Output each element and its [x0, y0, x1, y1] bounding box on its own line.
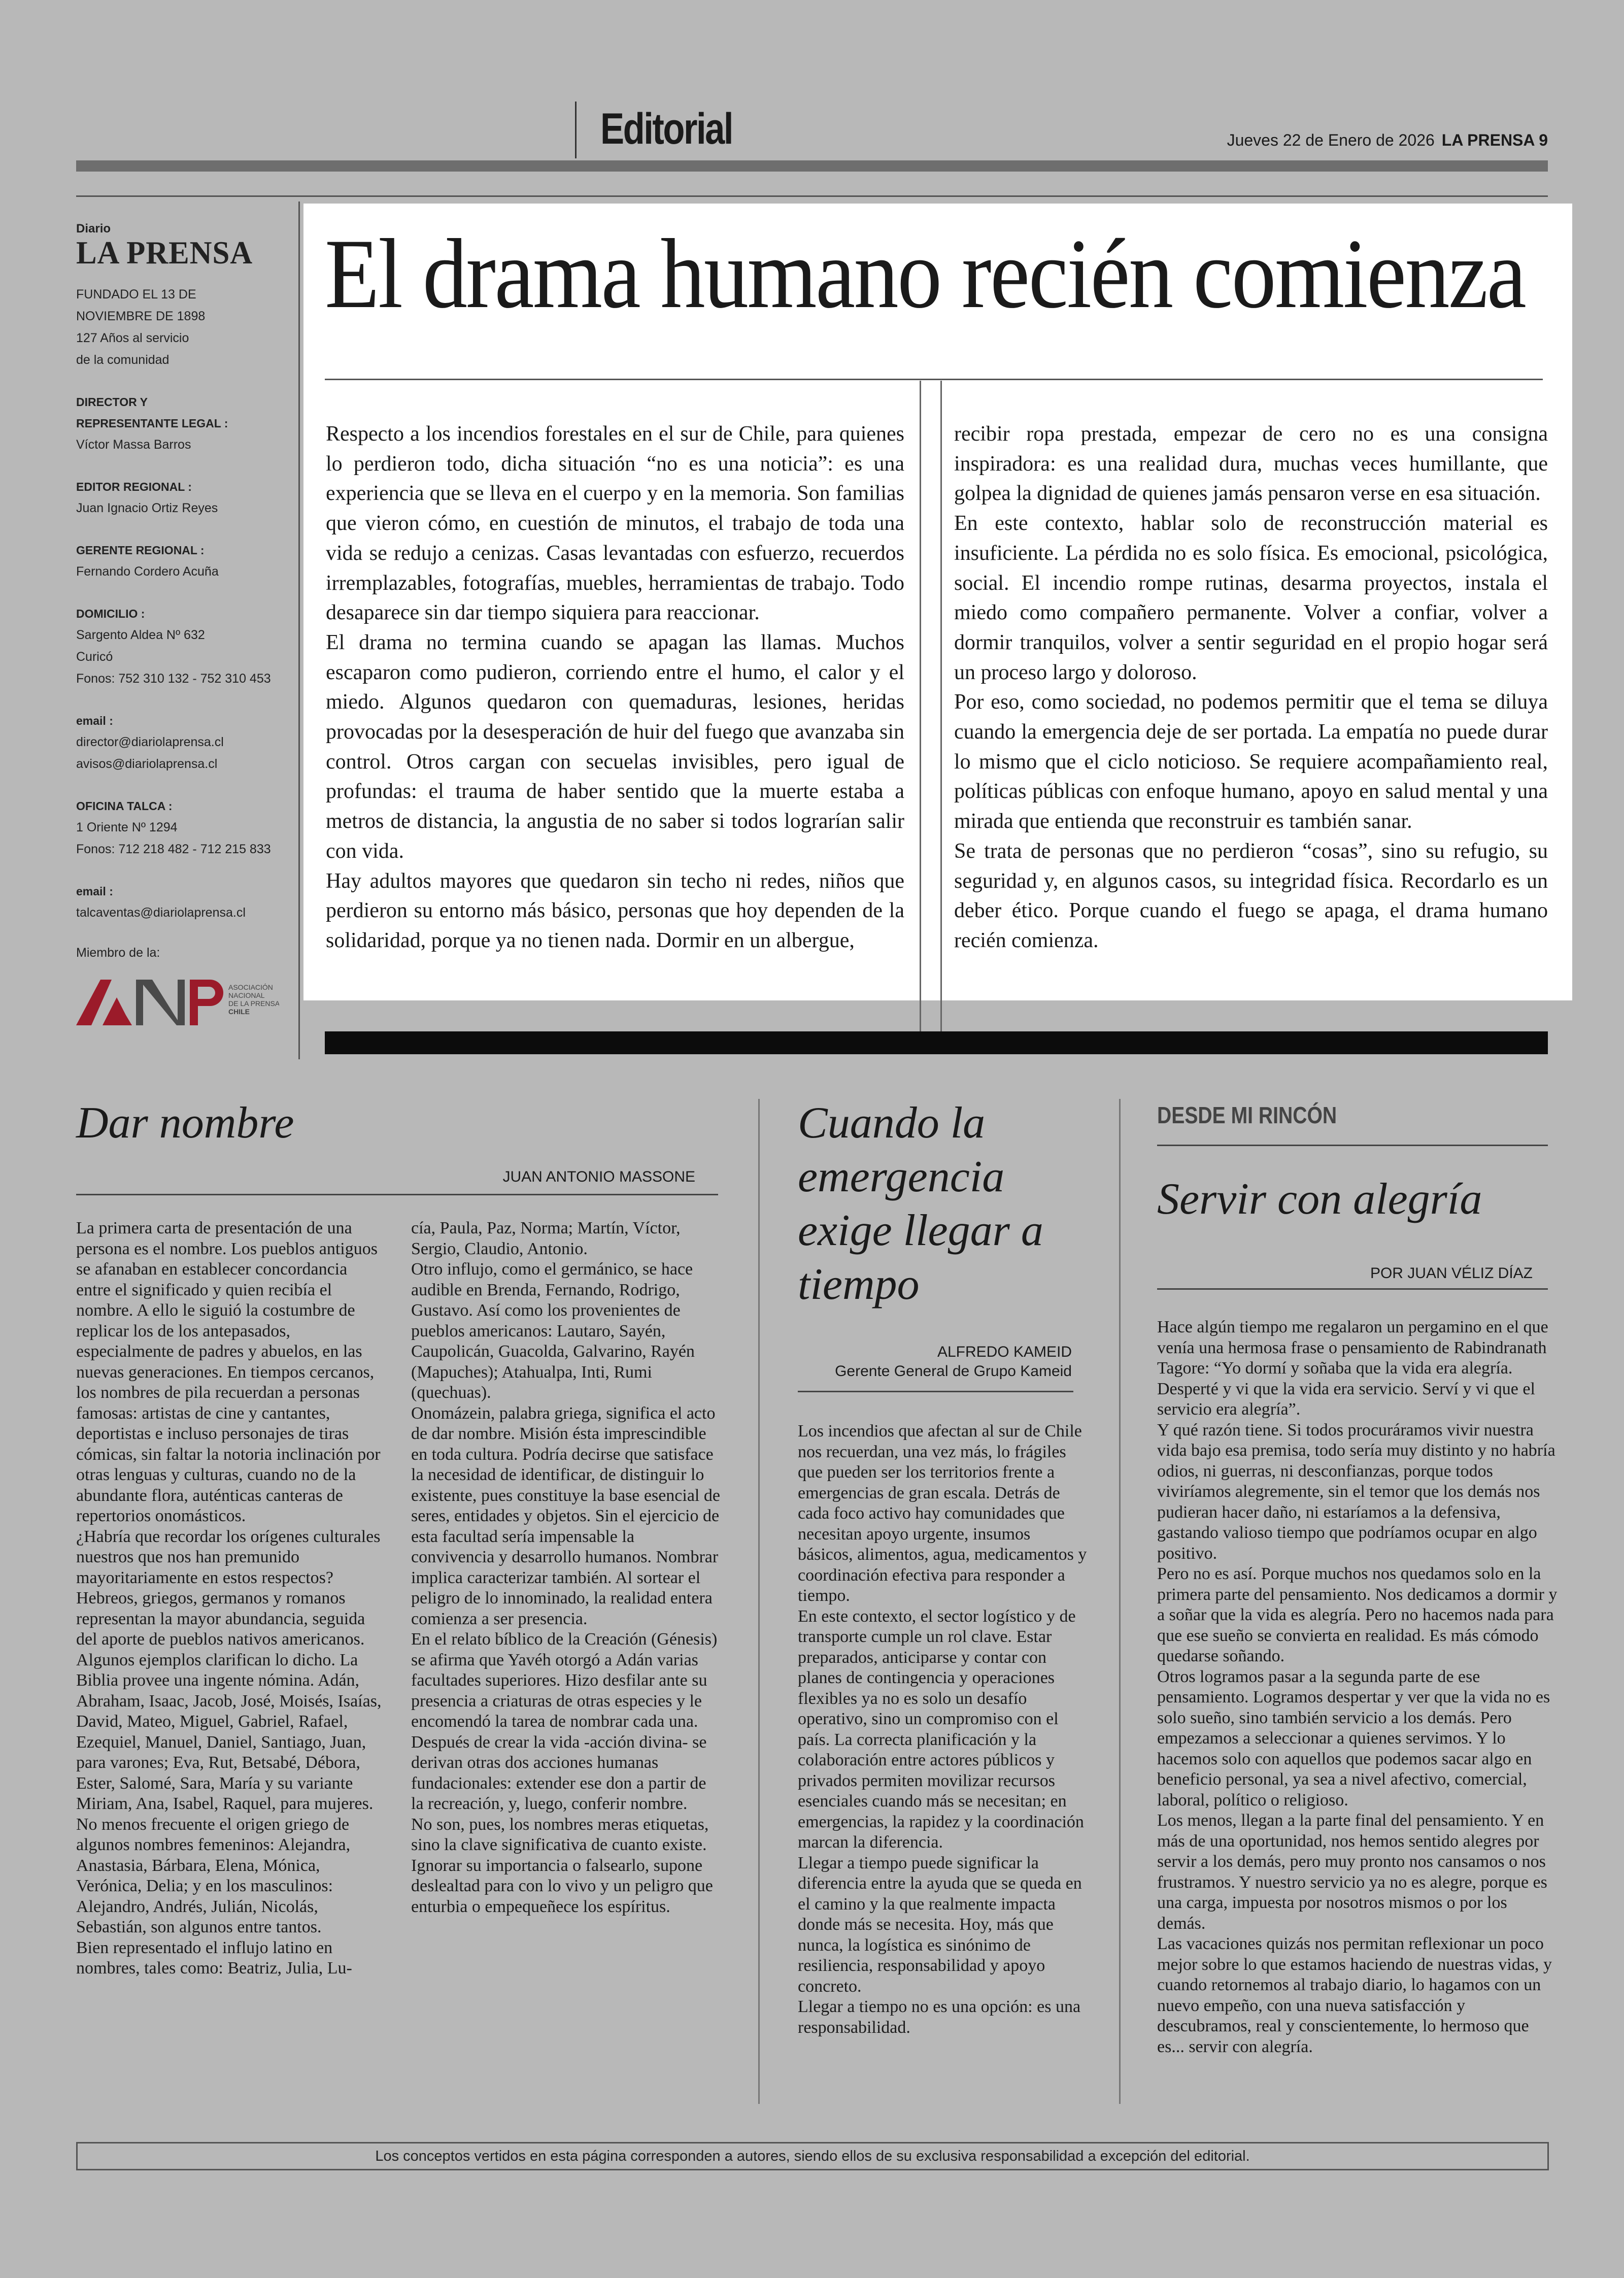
masthead-logo: LA PRENSA	[76, 234, 253, 271]
column-body	[411, 1218, 721, 1917]
anp-text: CHILE	[228, 1008, 250, 1016]
header-divider	[575, 102, 577, 158]
talca-label: OFICINA TALCA :	[76, 799, 173, 813]
anp-logo	[76, 969, 279, 1035]
editor-label: EDITOR REGIONAL :	[76, 480, 192, 493]
header-bar	[76, 160, 1548, 172]
editorial-column-1	[326, 419, 904, 956]
column-author-rule	[798, 1391, 1073, 1392]
gerente-label: GERENTE REGIONAL :	[76, 544, 205, 557]
domicilio-label: DOMICILIO :	[76, 607, 145, 620]
masthead	[76, 222, 289, 964]
issue-date: Jueves 22 de Enero de 2026	[1227, 131, 1435, 149]
editorial-paragraph: Por eso, como sociedad, no podemos permitir que el tema se diluya cuando la emergencia deje de ser portada. La empatía no puede durar lo mismo que el ciclo noticioso. Se requiere acompañamiento real, políticas públicas con enfoque humano, apoyo en salud mental y una mirada que entienda que reconstruir es también sanar.	[954, 690, 1548, 833]
email-link[interactable]: director@diariolaprensa.cl	[76, 735, 224, 749]
domicilio-line: Sargento Aldea Nº 632	[76, 628, 205, 642]
column-body	[798, 1421, 1087, 2038]
editorial-paragraph: Respecto a los incendios forestales en el sur de Chile, para quienes lo perdieron todo, dicha situación “no es una noticia”: es una experiencia que se lleva en el cuerpo y en la memoria. Son familias que vieron cómo, en cuestión de minutos, el trabajo de toda una vida se redujo a cenizas. Casas levantadas con esfuerzo, recuerdos irremplazables, fotografías, muebles, herramientas de trabajo. Todo desaparece sin dar tiempo siquiera para reaccionar.	[326, 422, 904, 625]
editorial-paragraph: Hay adultos mayores que quedaron sin techo ni redes, niños que perdieron su entorno más básico, personas que hoy dependen de la solidaridad, porque ya no tienen nada. Dormir en un albergue,	[326, 869, 904, 952]
column-paragraph: Llegar a tiempo puede significar la diferencia entre la ayuda que se queda en el camino y la que realmente impacta donde más se necesita. Hoy, más que nunca, la logística es sinónimo de resiliencia, responsabilidad y apoyo concreto.	[798, 1853, 1082, 1996]
gerente-name: Fernando Cordero Acuña	[76, 564, 219, 579]
column-paragraph: Otros logramos pasar a la segunda parte de ese pensamiento. Logramos despertar y ver que la vida no es solo sueño, sino también servicio a los demás. Pero empezamos a seleccionar a quienes servimos. Y lo hacemos solo con aquellos que podemos sacar algo en beneficio personal, ya sea a nivel afectivo, comercial, laboral, político o religioso.	[1157, 1667, 1550, 1810]
column-paragraph: Otro influjo, como el germánico, se hace audible en Brenda, Fernando, Rodrigo, Gustavo. Así como los provenientes de pueblos americanos: Lautaro, Sayén, Caupolicán, Guacolda, Galvarino, Rayén (Mapuches); Atahualpa, Inti, Rumi (quechuas).	[411, 1260, 695, 1402]
founded-line: FUNDADO EL 13 DE	[76, 287, 196, 302]
email-label: email :	[76, 714, 113, 727]
editor-name: Juan Ignacio Ortiz Reyes	[76, 501, 218, 515]
editorial-headline: El drama humano recién comienza	[325, 219, 1526, 329]
column-author: POR JUAN VÉLIZ DÍAZ	[1370, 1265, 1533, 1282]
column-title-dar-nombre: Dar nombre	[76, 1098, 294, 1148]
founded-line: NOVIEMBRE DE 1898	[76, 309, 206, 323]
column-divider	[758, 1099, 760, 2104]
disclaimer-footer: Los conceptos vertidos en esta página corresponden a autores, siendo ellos de su exclusiva responsabilidad a excepción del editorial.	[76, 2142, 1549, 2170]
talca-address: 1 Oriente Nº 1294	[76, 820, 178, 834]
column-paragraph: Llegar a tiempo no es una opción: es una responsabilidad.	[798, 1997, 1081, 2037]
column-paragraph: Y qué razón tiene. Si todos procuráramos vivir nuestra vida bajo esa premisa, todo sería muy distinto y no habría odios, ni guerras, ni desconfianzas, porque todos viviríamos alegremente, sin el temor que los demás nos pudieran hacer daño, ni estaríamos a la defensiva, gastando valioso tiempo que podríamos ocupar en algo positivo.	[1157, 1420, 1555, 1563]
column-paragraph: En el relato bíblico de la Creación (Génesis) se afirma que Yavéh otorgó a Adán varias facultades superiores. Hizo desfilar ante su presencia a criaturas de otras especies y le encomendó la tarea de nombrar cada una. Después de crear la vida -acción divina- se derivan otras dos acciones humanas fundacionales: extender ese don a partir de la recreación, y, luego, conferir nombre.	[411, 1630, 718, 1813]
column-paragraph: Bien representado el influjo latino en nombres, tales como: Beatriz, Julia, Lu-	[76, 1938, 352, 1978]
column-author-block	[798, 1343, 1072, 1381]
column-author: ALFREDO KAMEID	[937, 1344, 1072, 1360]
column-author: JUAN ANTONIO MASSONE	[502, 1168, 695, 1185]
editorial-headline-rule	[325, 379, 1543, 380]
column-paragraph: En este contexto, el sector logístico y de transporte cumple un rol clave. Estar preparados, anticiparse y contar con planes de contingencia y operaciones flexibles ya no es solo un desafío operativo, sino un compromiso con el país. La correcta planificación y la colaboración entre actores públicos y privados permiten movilizar recursos esenciales cuando más se necesitan; en emergencias, la rapidez y la coordinación marcan la diferencia.	[798, 1606, 1084, 1852]
column-paragraph: cía, Paula, Paz, Norma; Martín, Víctor, Sergio, Claudio, Antonio.	[411, 1219, 681, 1258]
domicilio-line: Curicó	[76, 650, 113, 664]
column-paragraph: Hace algún tiempo me regalaron un pergamino en el que venía una hermosa frase o pensamiento de Rabindranath Tagore: “Yo dormí y soñaba que la vida era alegría. Desperté y vi que la vida era servicio. Serví y vi que el servicio era alegría”.	[1157, 1318, 1548, 1419]
email-link[interactable]: talcaventas@diariolaprensa.cl	[76, 906, 246, 920]
column-body	[76, 1218, 386, 1979]
editorial-paragraph: Se trata de personas que no perdieron “cosas”, sino su refugio, su seguridad y, en algunos casos, su integridad física. Recordarlo es un deber ético. Porque cuando el fuego se apaga, el drama humano recién comienza.	[954, 839, 1548, 952]
column-paragraph: Las vacaciones quizás nos permitan reflexionar un poco mejor sobre lo que estamos haciendo de nuestras vidas, y cuando retornemos al trabajo diario, lo hagamos con un nuevo empeño, con una nueva satisfacción y descubramos, real y conscientemente, lo hermoso que es... servir con alegría.	[1157, 1934, 1552, 2056]
editorial-column-2	[954, 419, 1548, 956]
anp-text: NACIONAL	[228, 991, 265, 999]
director-label: DIRECTOR Y	[76, 395, 148, 409]
anp-text: DE LA PRENSA	[228, 999, 279, 1008]
editorial-paragraph: El drama no termina cuando se apagan las llamas. Muchos escaparon como pudieron, corriendo entre el humo, el calor y el miedo. Algunos quedaron con quemaduras, lesiones, heridas provocadas por la desesperación de huir del fuego que avanzaba sin control. Otros cargan con secuelas invisibles, pero igual de profundas: el trauma de haber sentido que la muerte estaba a metros de distancia, la angustia de no saber si todos lograrían salir con vida.	[326, 630, 904, 863]
column-paragraph: Los menos, llegan a la parte final del pensamiento. Y en más de una oportunidad, nos hemos sentido alegres por servir a los demás, pero muy pronto nos cansamos o nos frustramos. Y nuestro servicio ya no es alegre, porque es una carga, impuesta por nosotros mismos o por los demás.	[1157, 1811, 1547, 1933]
editorial-paragraph: recibir ropa prestada, empezar de cero no es una consigna inspiradora: es una realidad dura, muchas veces humillante, que golpea la dignidad de quienes jamás pensaron verse en esa situación.	[954, 422, 1548, 506]
anp-text: ASOCIACIÓN	[228, 983, 273, 991]
date-line	[1227, 131, 1548, 150]
column-kicker-rule	[1157, 1145, 1548, 1146]
column-paragraph: Ignorar su importancia o falsearlo, supone deslealtad para con lo vivo y un peligro que enturbia o empequeñece los espíritus.	[411, 1856, 713, 1916]
email-link[interactable]: avisos@diariolaprensa.cl	[76, 757, 218, 771]
column-paragraph: Pero no es así. Porque muchos nos quedamos solo en la primera parte del pensamiento. Nos dedicamos a dormir y a soñar que la vida es alegría. Pero no hacemos nada para que ese sueño se convierta en realidad. Es más cómodo quedarse soñando.	[1157, 1564, 1558, 1665]
section-title: Editorial	[600, 105, 732, 153]
column-title-emergencia: Cuando la emergencia exige llegar a tiempo	[798, 1098, 1043, 1309]
column-paragraph: No menos frecuente el origen griego de algunos nombres femeninos: Alejandra, Anastasia, Bárbara, Elena, Mónica, Verónica, Delia; y en los masculinos: Alejandro, Andrés, Julián, Nicolás, Sebastián, son algunos entre tantos.	[76, 1815, 351, 1936]
editorial-column-divider	[920, 381, 921, 1033]
founded-line: 127 Años al servicio	[76, 331, 189, 345]
editorial-bottom-bar	[325, 1031, 1548, 1054]
founded-line: de la comunidad	[76, 353, 170, 367]
column-title-servir: Servir con alegría	[1157, 1175, 1482, 1224]
column-author-rule	[76, 1194, 718, 1195]
phones: Fonos: 752 310 132 - 752 310 453	[76, 672, 271, 686]
column-paragraph: La primera carta de presentación de una persona es el nombre. Los pueblos antiguos se afanaban en establecer concordancia entre el significado y quien recibía el nombre. A ello le siguió la costumbre de replicar los de los antepasados, especialmente de padres y abuelos, en las nuevas generaciones. En tiempos cercanos, los nombres de pila recuerdan a personas famosas: artistas de cine y cantantes, deportistas e incluso personajes de tiras cómicas, sin faltar la notoria inclinación por otras lenguas y culturas, cuando no de la abundante flora, auténticas canteras de repertorios onomásticos.	[76, 1219, 381, 1525]
column-paragraph: Los incendios que afectan al sur de Chile nos recuerdan, una vez más, lo frágiles que pueden ser los territorios frente a emergencias de gran escala. Detrás de cada foco activo hay comunidades que necesitan apoyo urgente, insumos básicos, alimentos, agua, medicamentos y coordinación efectiva para responder a tiempo.	[798, 1422, 1087, 1605]
column-paragraph: ¿Habría que recordar los orígenes culturales nuestros que nos han premunido mayoritariamente en estos respectos? Hebreos, griegos, germanos y romanos representan la mayor abundancia, seguida del aporte de pueblos nativos americanos. Algunos ejemplos clarifican lo dicho. La Biblia provee una ingente nómina. Adán, Abraham, Isaac, Jacob, José, Moisés, Isaías, David, Mateo, Miguel, Gabriel, Rafael, Ezequiel, Manuel, Daniel, Santiago, Juan, para varones; Eva, Rut, Betsabé, Débora, Ester, Salomé, Sara, María y su variante Miriam, Ana, Isabel, Raquel, para mujeres.	[76, 1527, 382, 1813]
email-label: email :	[76, 885, 113, 898]
column-author-rule	[1157, 1288, 1548, 1290]
header-thin-rule	[76, 195, 1548, 197]
editorial-column-divider	[940, 381, 942, 1033]
director-label: REPRESENTANTE LEGAL :	[76, 417, 228, 430]
director-name: Víctor Massa Barros	[76, 438, 191, 452]
masthead-diario: Diario	[76, 222, 111, 236]
talca-phones: Fonos: 712 218 482 - 712 215 833	[76, 842, 271, 856]
masthead-divider	[298, 202, 300, 1059]
page-number: LA PRENSA 9	[1441, 131, 1548, 149]
column-author-role: Gerente General de Grupo Kameid	[835, 1363, 1072, 1380]
column-body	[1157, 1317, 1558, 2057]
member-label: Miembro de la:	[76, 946, 160, 960]
column-paragraph: Onomázein, palabra griega, significa el acto de dar nombre. Misión ésta imprescindible en toda cultura. Podría decirse que satisface la necesidad de identificar, de distinguir lo existente, pues constituye la base esencial de seres, entidades y objetos. Sin el ejercicio de esta facultad sería impensable la convivencia y desarrollo humanos. Nombrar implica caracterizar también. Al sortear el peligro de lo innominado, la realidad entera comienza a ser presencia.	[411, 1403, 720, 1628]
column-kicker: DESDE MI RINCÓN	[1157, 1102, 1337, 1128]
column-paragraph: No son, pues, los nombres meras etiquetas, sino la clave significativa de cuanto existe.	[411, 1815, 709, 1854]
column-divider	[1119, 1099, 1121, 2104]
editorial-paragraph: En este contexto, hablar solo de reconstrucción material es insuficiente. La pérdida no es solo física. Es emocional, psicológica, social. El incendio rompe rutinas, desarma proyectos, instala el miedo como compañero permanente. Volver a confiar, volver a dormir tranquilos, volver a sentir seguridad en el propio hogar será un proceso largo y doloroso.	[954, 512, 1548, 684]
